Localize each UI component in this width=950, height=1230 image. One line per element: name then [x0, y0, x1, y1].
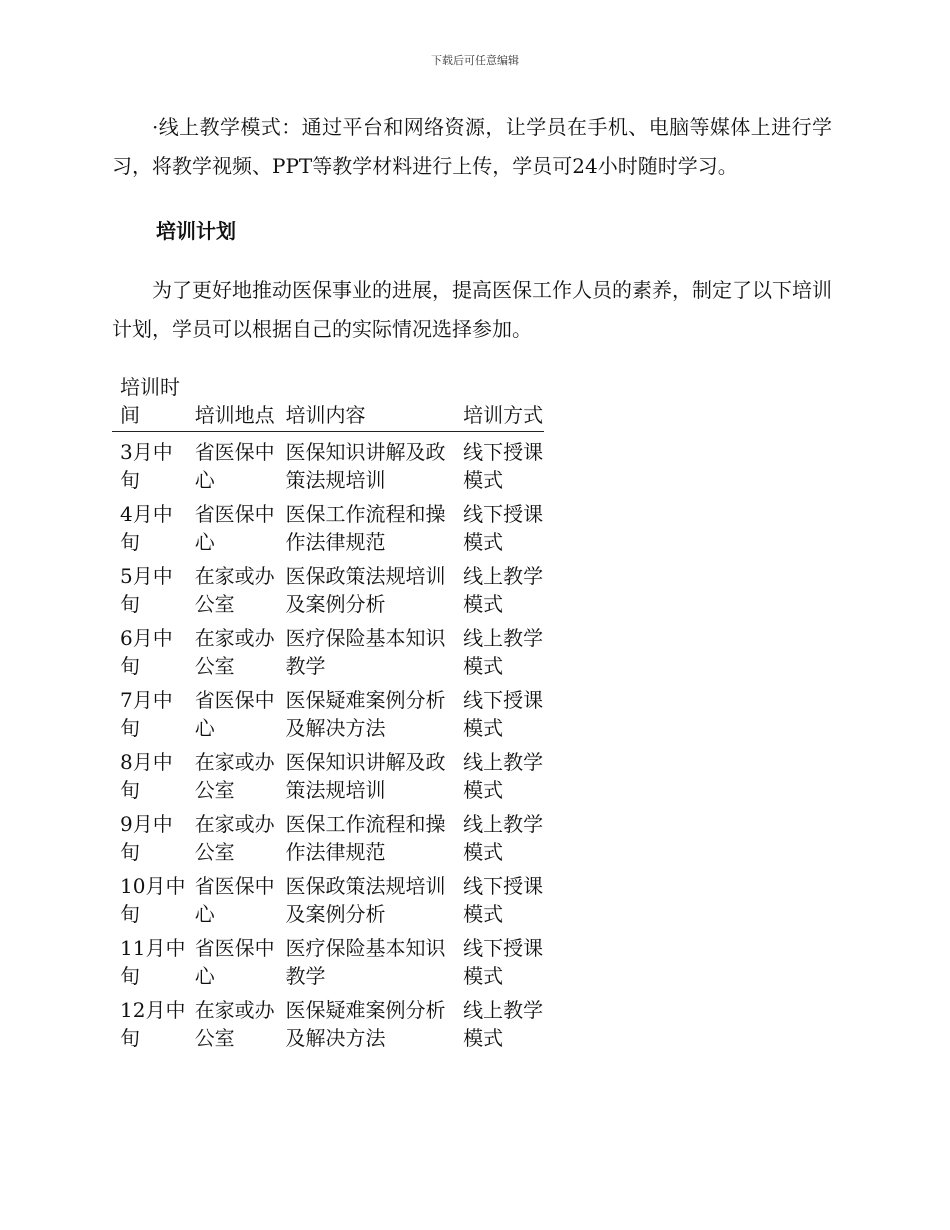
cell-place: 在家或办公室 [194, 626, 275, 678]
cell-place: 省医保中心 [194, 688, 275, 740]
header-content: 培训内容 [278, 373, 456, 432]
document-body [112, 108, 832, 1052]
cell-mode: 线下授课模式 [463, 440, 544, 492]
cell-place: 在家或办公室 [194, 998, 275, 1050]
cell-place: 省医保中心 [194, 936, 275, 988]
cell-place: 在家或办公室 [194, 750, 275, 802]
cell-mode: 线下授课模式 [463, 502, 544, 554]
table-row [112, 494, 544, 556]
cell-mode: 线上教学模式 [463, 750, 544, 802]
table-row [112, 556, 544, 618]
cell-place: 在家或办公室 [194, 812, 275, 864]
cell-content: 医保疑难案例分析及解决方法 [285, 998, 446, 1050]
cell-place: 省医保中心 [194, 440, 275, 492]
table-row [112, 990, 544, 1052]
cell-time: 6月中旬 [120, 626, 173, 678]
cell-content: 医保政策法规培训及案例分析 [285, 564, 446, 616]
cell-content: 医保知识讲解及政策法规培训 [285, 750, 446, 802]
cell-place: 省医保中心 [194, 502, 275, 554]
cell-mode: 线上教学模式 [463, 626, 544, 678]
cell-content: 医保工作流程和操作法律规范 [285, 812, 446, 864]
page-header: 下载后可任意编辑 [431, 54, 519, 67]
cell-content: 医疗保险基本知识教学 [285, 626, 446, 678]
cell-time: 9月中旬 [120, 812, 173, 864]
table-row [112, 680, 544, 742]
cell-content: 医疗保险基本知识教学 [285, 936, 446, 988]
cell-time: 10月中旬 [120, 874, 186, 926]
cell-mode: 线下授课模式 [463, 936, 544, 988]
cell-content: 医保工作流程和操作法律规范 [285, 502, 446, 554]
table-row [112, 928, 544, 990]
plan-heading: 培训计划 [156, 219, 236, 243]
cell-mode: 线下授课模式 [463, 874, 544, 926]
cell-time: 3月中旬 [120, 440, 173, 492]
table-row [112, 866, 544, 928]
cell-mode: 线上教学模式 [463, 812, 544, 864]
cell-time: 11月中旬 [120, 936, 186, 988]
table-row [112, 804, 544, 866]
table-header-row [112, 373, 544, 432]
cell-mode: 线下授课模式 [463, 688, 544, 740]
header-mode: 培训方式 [455, 373, 544, 432]
cell-content: 医保政策法规培训及案例分析 [285, 874, 446, 926]
cell-place: 省医保中心 [194, 874, 275, 926]
cell-time: 5月中旬 [120, 564, 173, 616]
cell-content: 医保疑难案例分析及解决方法 [285, 688, 446, 740]
plan-intro-paragraph: 为了更好地推动医保事业的进展，提高医保工作人员的素养，制定了以下培训计划，学员可以根据自己的实际情况选择参加。 [112, 278, 832, 341]
cell-time: 8月中旬 [120, 750, 173, 802]
cell-mode: 线上教学模式 [463, 564, 544, 616]
cell-time: 12月中旬 [120, 998, 186, 1050]
cell-place: 在家或办公室 [194, 564, 275, 616]
header-time: 培训时间 [112, 373, 187, 432]
table-row [112, 432, 544, 495]
table-row [112, 618, 544, 680]
cell-mode: 线上教学模式 [463, 998, 544, 1050]
cell-time: 4月中旬 [120, 502, 173, 554]
cell-time: 7月中旬 [120, 688, 173, 740]
cell-content: 医保知识讲解及政策法规培训 [285, 440, 446, 492]
header-place: 培训地点 [187, 373, 278, 432]
online-mode-paragraph: ·线上教学模式：通过平台和网络资源，让学员在手机、电脑等媒体上进行学习，将教学视频、PPT等教学材料进行上传，学员可24小时随时学习。 [112, 115, 832, 178]
training-plan-table [112, 373, 544, 1052]
table-row [112, 742, 544, 804]
table-body [112, 432, 544, 1053]
